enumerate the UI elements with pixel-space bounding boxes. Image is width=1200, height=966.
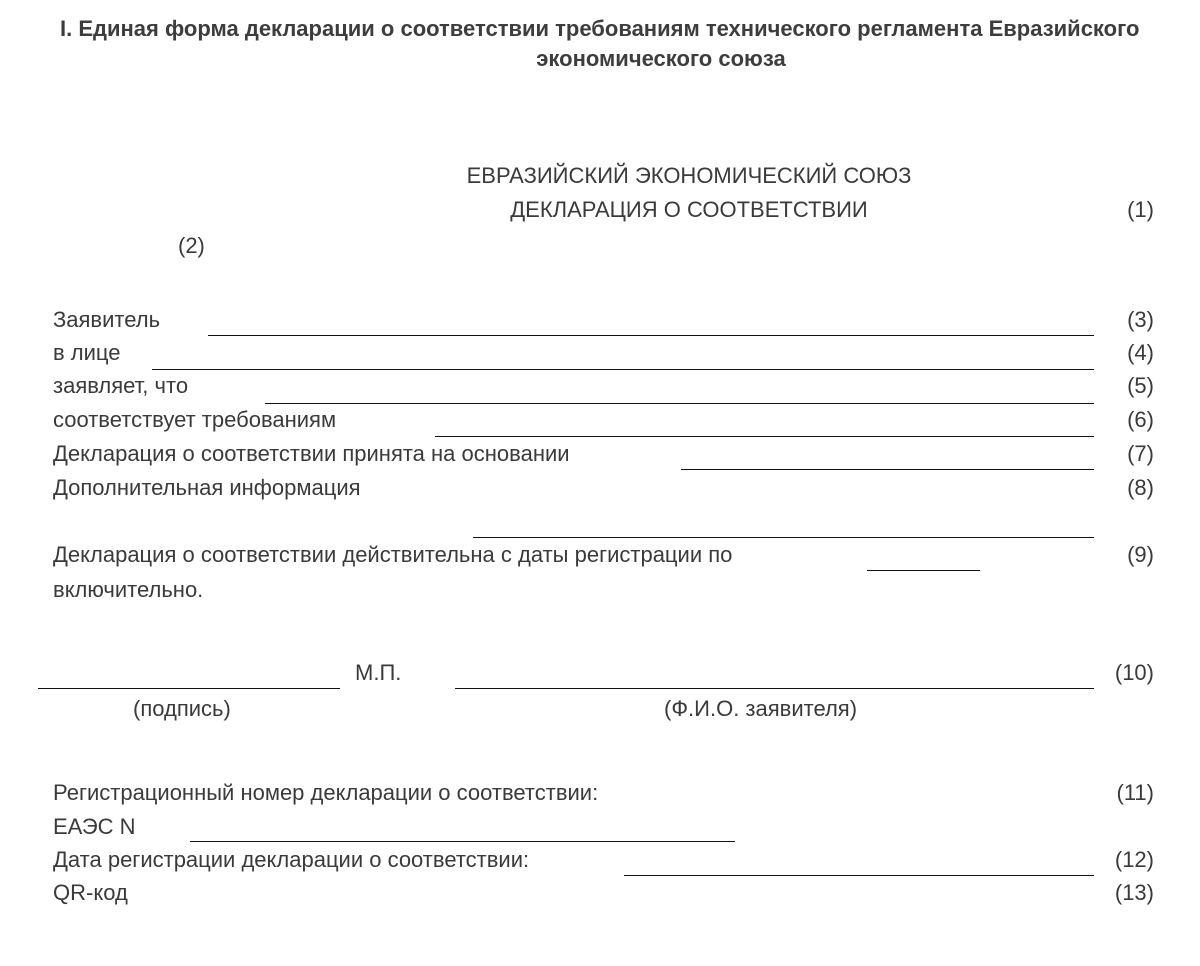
qr-code-label: QR-код: [53, 880, 128, 905]
applicant-name-line: [455, 688, 1094, 689]
mark-5: (5): [1127, 373, 1154, 398]
mark-13: (13): [1114, 880, 1154, 905]
mark-2: (2): [178, 233, 205, 258]
complies-field-line: [435, 436, 1094, 437]
applicant-label: Заявитель: [53, 307, 161, 332]
basis-field-line: [681, 469, 1094, 470]
mark-4: (4): [1127, 340, 1154, 365]
union-name: ЕВРАЗИЙСКИЙ ЭКОНОМИЧЕСКИЙ СОЮЗ: [466, 163, 912, 188]
validity-text: Декларация о соответствии действительна с даты регистрации по: [53, 542, 733, 567]
validity-date-line: [867, 570, 980, 571]
basis-label: Декларация о соответствии принята на основании: [53, 441, 570, 466]
reg-date-line: [624, 875, 1094, 876]
mark-3: (3): [1127, 307, 1154, 332]
additional-info-field-line: [473, 537, 1094, 538]
applicant-name-caption: (Ф.И.О. заявителя): [664, 696, 858, 721]
signature-caption: (подпись): [133, 696, 231, 721]
stamp-label: М.П.: [355, 660, 402, 685]
mark-1: (1): [1127, 197, 1154, 222]
applicant-field-line: [208, 335, 1094, 336]
signature-line: [38, 688, 340, 689]
mark-9: (9): [1127, 542, 1154, 567]
reg-number-label: Регистрационный номер декларации о соответствии:: [53, 780, 599, 805]
declares-label: заявляет, что: [53, 373, 189, 398]
mark-6: (6): [1127, 407, 1154, 432]
heading-line-2: экономического союза: [536, 46, 786, 71]
declaration-title: ДЕКЛАРАЦИЯ О СООТВЕТСТВИИ: [510, 197, 868, 222]
complies-label: соответствует требованиям: [53, 407, 337, 432]
represented-by-label: в лице: [53, 340, 121, 365]
heading-line-1: I. Единая форма декларации о соответствии требованиям технического регламента Евразийского: [60, 16, 1140, 41]
reg-date-label: Дата регистрации декларации о соответствии:: [53, 847, 530, 872]
eaeu-number-line: [190, 841, 735, 842]
represented-by-field-line: [152, 369, 1094, 370]
eaeu-number-label: ЕАЭС N: [53, 814, 136, 839]
mark-7: (7): [1127, 441, 1154, 466]
mark-11: (11): [1116, 780, 1154, 805]
additional-info-label: Дополнительная информация: [53, 475, 361, 500]
mark-8: (8): [1127, 475, 1154, 500]
declares-field-line: [265, 403, 1094, 404]
validity-text-end: включительно.: [53, 577, 204, 602]
mark-12: (12): [1114, 847, 1154, 872]
mark-10: (10): [1114, 660, 1154, 685]
